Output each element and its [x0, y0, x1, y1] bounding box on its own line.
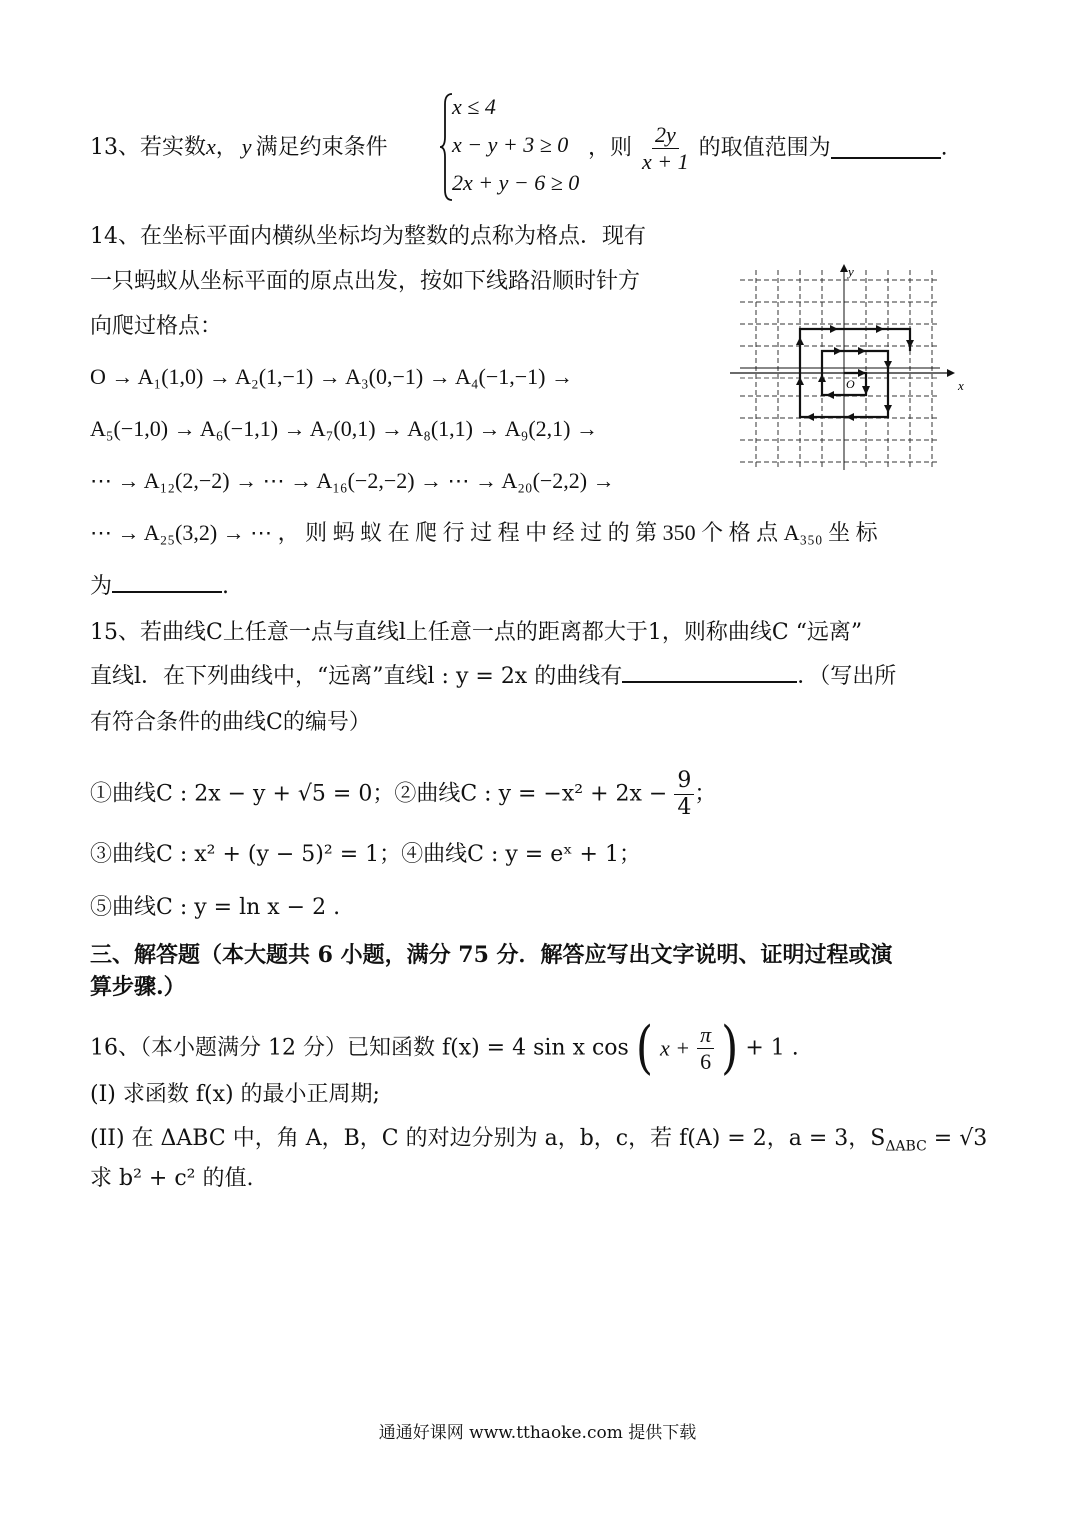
q14-line-1: 14、在坐标平面内横纵坐标均为整数的点称为格点．现有 — [90, 224, 646, 249]
q13-text1: 若实数 — [140, 135, 207, 160]
q14-path-line-2: A₅(−1,0) → A₆(−1,1) → A₇(0,1) → A₈(1,1) → A₉(2,1) → — [90, 416, 599, 441]
q14-answer-blank — [112, 573, 222, 593]
q14-line-2: 一只蚂蚁从坐标平面的原点出发，按如下线路沿顺时针方 — [90, 269, 641, 294]
q16-pi: π — [697, 1022, 714, 1049]
q15-c1: ①曲线C : 2x − y + √5 = 0；②曲线C : y = −x² + 2x − — [90, 781, 668, 807]
q13-var-y: y — [241, 134, 252, 159]
page-footer: 通通好课网 www.tthaoke.com 提供下载 — [378, 1423, 697, 1443]
q13-number: 13、 — [90, 135, 140, 160]
q16-part-3: 求 b² + c² 的值. — [90, 1166, 254, 1191]
q15-c2-fraction — [674, 768, 694, 821]
q13-end: . — [940, 135, 948, 161]
q14-path-line-4: ⋯ → A₂₅(3,2) → ⋯ ， 则 蚂 蚁 在 爬 行 过 程 中 经 过 的 第 350 个 格 点 A₃₅₀ 坐 标 — [90, 520, 878, 545]
q16-part2-sub: ΔABC — [885, 1138, 927, 1155]
q14-path-line-1: O → A₁(1,0) → A₂(1,−1) → A₃(0,−1) → A₄(−1,−1) → — [90, 364, 574, 389]
q14-spiral-graph — [730, 260, 980, 480]
q13-constraint-2: x − y + 3 ≥ 0 — [452, 132, 569, 157]
q13-var-x: x — [206, 134, 216, 159]
q14-path-line-3: ⋯ → A₁₂(2,−2) → ⋯ → A₁₆(−2,−2) → ⋯ → A₂₀(−2,2) → — [90, 468, 615, 493]
q13-text3: ，则 — [588, 135, 633, 161]
q13-text4: 的取值范围为 — [698, 135, 831, 161]
q15-line2a: 直线l．在下列曲线中，“远离”直线l : y = 2x 的曲线有 — [90, 664, 623, 689]
q13-constraint-1: x ≤ 4 — [452, 94, 496, 119]
q16-line1b: + 1 . — [745, 1035, 799, 1061]
q13-text2: 满足约束条件 — [255, 135, 388, 160]
q16-part-1: (I) 求函数 f(x) 的最小正周期; — [90, 1082, 380, 1107]
q14-line8-text: 为 — [90, 574, 113, 599]
q13-constraint-3: 2x + y − 6 ≥ 0 — [452, 170, 580, 195]
q13-frac-num: 2y — [652, 122, 679, 149]
q15-curves-1-2 — [90, 768, 716, 821]
q15-curve-5: ⑤曲线C : y = ln x − 2 . — [90, 895, 341, 920]
right-paren-icon: ) — [721, 1014, 739, 1081]
q16-line1a: 16、（本小题满分 12 分）已知函数 f(x) = 4 sin x cos — [90, 1035, 629, 1061]
q15-line-3: 有符合条件的曲线C的编号） — [90, 710, 371, 735]
q15-c2-num: 9 — [674, 768, 694, 795]
section3-heading-line1: 三、解答题（本大题共 6 小题，满分 75 分．解答应写出文字说明、证明过程或演 — [90, 942, 893, 968]
graph-origin-label: O — [846, 377, 855, 391]
q16-part-2 — [90, 1124, 987, 1161]
q13-line — [90, 132, 388, 163]
q15-line2b: ．（写出所 — [797, 664, 897, 689]
q13-frac-den: x + 1 — [642, 149, 689, 174]
q16-part2-text: (II) 在 ΔABC 中，角 A，B，C 的对边分别为 a，b，c，若 f(A) = 2，a = 3，S — [90, 1126, 886, 1151]
q16-pi-fraction — [697, 1022, 714, 1075]
q16-six: 6 — [700, 1049, 712, 1074]
q13-fraction — [639, 122, 692, 175]
left-paren-icon: ( — [635, 1014, 654, 1081]
q13-tail — [588, 122, 948, 175]
q14-line-3: 向爬过格点： — [90, 314, 223, 339]
q15-c1-end: ； — [694, 781, 717, 807]
q13-answer-blank — [831, 139, 941, 159]
q15-line-2 — [90, 662, 896, 692]
q14-line8-end: . — [222, 574, 230, 599]
q15-answer-blank — [622, 663, 797, 683]
q15-line-1: 15、若曲线C上任意一点与直线l上任意一点的距离都大于1，则称曲线C “远离” — [90, 620, 863, 645]
q16-line-1 — [90, 1014, 799, 1081]
graph-x-label: x — [958, 378, 964, 393]
q16-inner-a: x + — [660, 1035, 691, 1061]
graph-y-label: y — [848, 264, 854, 279]
q13-comma: ， — [215, 135, 238, 160]
q15-curves-3-4: ③曲线C : x² + (y − 5)² = 1；④曲线C : y = eˣ + 1； — [90, 842, 641, 867]
section3-heading-line2: 算步骤.） — [90, 974, 186, 1000]
q15-c2-den: 4 — [677, 795, 692, 820]
q14-answer-line — [90, 572, 229, 602]
q16-part2-end: = √3 — [926, 1126, 988, 1151]
spiral-grid-figure — [730, 260, 980, 480]
q13-constraint-system — [440, 92, 590, 202]
